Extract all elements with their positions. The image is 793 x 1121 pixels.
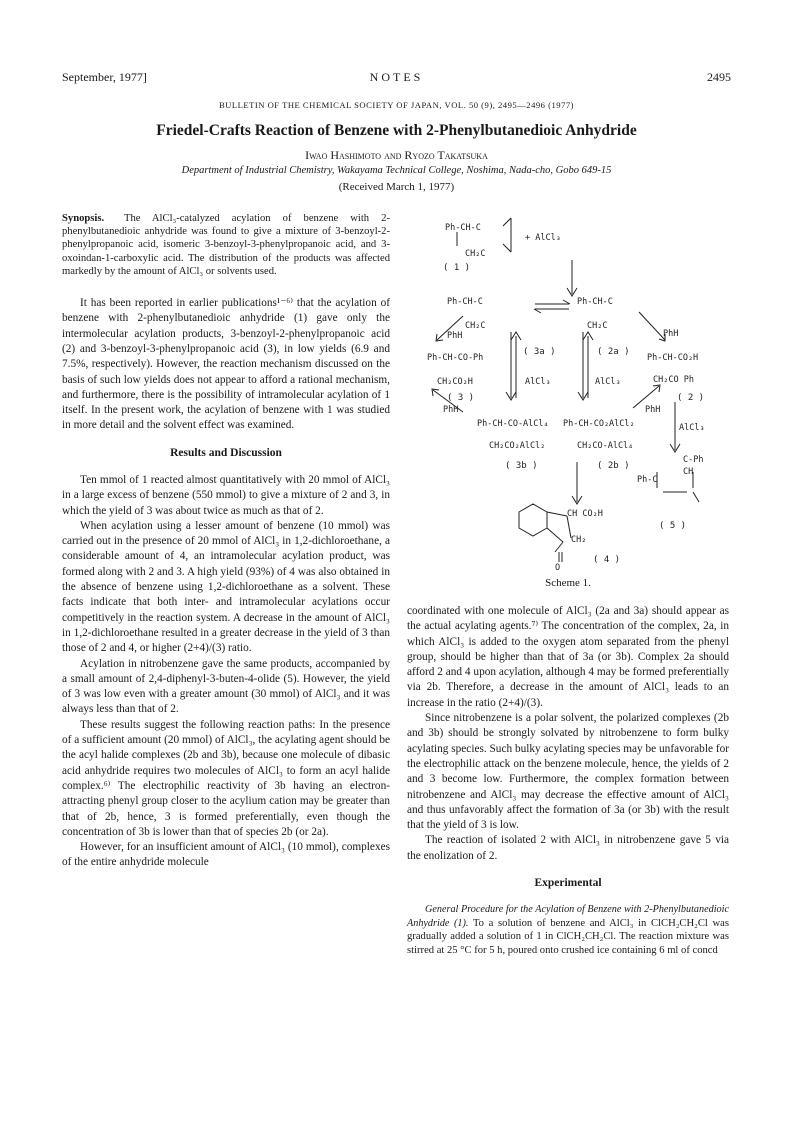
scheme-drawing [407,212,729,572]
section-heading-experimental: Experimental [534,877,602,890]
right-paragraph-1: coordinated with one molecule of AlCl₃ (2a and 3a) should appear as the actual acylating agents.⁷⁾ The concentration of the complex, 2a, in which AlCl₃ is added to the oxygen atom separated from the phenyl group, should be higher than that of 3a (or 3b). Complex 2a should afford 2 and 4 upon acylation, although 4 may be formed preferentially via 2b. Therefore, a decrease in the amount of AlCl₃ leads to an increase in the ratio (2+4)/(3). [407,605,729,709]
compound-label-2a: ( 2a ) [597,347,630,357]
formula-complex-3b-1: Ph-CH-CO-AlCl₄ [477,419,549,429]
right-paragraph-3: The reaction of isolated 2 with AlCl₃ in nitrobenzene gave 5 via the enolization of 2. [407,834,729,862]
article-authors: Iwao Hashimoto and Ryozo Takatsuka [305,148,488,162]
section-heading-results: Results and Discussion [170,446,282,459]
running-head-date: September, 1977] [62,70,147,84]
formula-phh-left-2: PhH [443,405,459,415]
compound-label-5: ( 5 ) [659,521,687,531]
article-affiliation: Department of Industrial Chemistry, Wakayama Technical College, Noshima, Nada-cho, Gobo 649-15 [181,165,612,176]
formula-complex-2b-1: Ph-CH-CO₂AlCl₂ [563,419,635,429]
experimental-procedure-title: General Procedure for the Acylation of Benzene with 2-Phenylbutanedioic Anhydride (1). [407,904,729,929]
compound-label-3a: ( 3a ) [523,347,556,357]
formula-complex-3a-1: Ph-CH-C [447,297,483,307]
results-paragraph-5: However, for an insufficient amount of AlCl₃ (10 mmol), complexes of the entire anhydride molecule [62,841,390,869]
right-column [407,604,729,957]
left-column [62,212,390,871]
journal-citation: BULLETIN OF THE CHEMICAL SOCIETY OF JAPAN, VOL. 50 (9), 2495—2496 (1977) [218,100,575,110]
synopsis-text: The AlCl₃-catalyzed acylation of benzene with 2-phenylbutanedioic anhydride was found to give a mixture of 3-benzoyl-2-phenylpropanoic acid, isomeric 3-benzoyl-3-phenylpropanoic acid, and 3-oxoindan-1-carboxylic acid. The distribution of the products was affected markedly by the amount of AlCl₃ or solvents used. [62,213,390,277]
formula-product-4-1: CH CO₂H [567,509,603,519]
compound-label-1: ( 1 ) [443,263,471,273]
formula-alcl3-a: AlCl₃ [525,377,551,387]
formula-complex-2a-1: Ph-CH-C [577,297,613,307]
experimental-procedure-text: To a solution of benzene and AlCl₃ in ClCH₂CH₂Cl was gradually added a solution of 1 in ClCH₂CH₂Cl. The reaction mixture was stirred at 25 °C for 5 h, poured onto crushed ice containing 6 ml of concd [407,917,729,956]
synopsis-label: Synopsis. [62,213,105,224]
formula-product-3-2: CH₂CO₂H [437,377,473,387]
formula-anhydride-2: CH₂C [465,249,486,259]
results-paragraph-3: Acylation in nitrobenzene gave the same products, accompanied by a small amount of 2,4-diphenyl-3-buten-4-olide (5). However, the yield of 3 was low even with a greater amount (30 mmol) of AlCl₃ and it was always less than that of 2. [62,657,390,716]
formula-product-3-1: Ph-CH-CO-Ph [427,353,484,363]
running-head-section: NOTES [369,70,424,84]
formula-alcl3-b: AlCl₃ [595,377,621,387]
formula-phh-right-2: PhH [645,405,661,415]
running-head [62,70,731,86]
formula-alcl3-plus: + AlCl₃ [525,233,561,243]
formula-alcl3-c: AlCl₃ [679,423,705,433]
compound-label-4: ( 4 ) [593,555,621,565]
compound-label-2b: ( 2b ) [597,461,630,471]
results-paragraph-1: Ten mmol of 1 reacted almost quantitatively with 20 mmol of AlCl₃ in a large excess of benzene (550 mmol) to give a mixture of 2 and 3, in which the yield of 3 was about twice as much as that of 2. [62,473,390,517]
compound-label-2: ( 2 ) [677,393,705,403]
formula-product-4-3: O [555,563,561,572]
formula-complex-3b-2: CH₂CO₂AlCl₂ [489,441,546,451]
intro-paragraph: It has been reported in earlier publications¹⁻⁶⁾ that the acylation of benzene with 2-phenylbutanedioic anhydride (1) gave only the intermolecular acylation products, 3-benzoyl-2-phenylpropanoic acid (2) and 3-benzoyl-3-phenylpropanoic acid (3), in low yields (6.9 and 7.5%, respectively). However, the reaction mechanism discussed on the basis of such low yields does not appear to afford a rational mechanism, and furthermore, there is the possibility of intramolecular acylation of 1 itself. In the present work, the acylation of benzene with 1 was studied in more detail and the solvent effect was examined. [62,297,390,432]
article-title: Friedel-Crafts Reaction of Benzene with 2-Phenylbutanedioic Anhydride [156,122,637,139]
scheme-caption: Scheme 1. [545,577,591,589]
results-paragraph-2: When acylation using a lesser amount of benzene (10 mmol) was carried out in the presence of 20 mmol of AlCl₃ in 1,2-dichloroethane, a considerable amount of 4, an intramolecular acylation product, was formed along with 2 and 3. A high yield (93%) of 4 was also obtained in the absence of benzene using 1,2-dichloroethane as a solvent. These facts indicate that both inter- and intramolecular acylations occur competitively in the reaction system. A decrease in the amount of AlCl₃ in 1,2-dichloroethane resulted in a greater decrease in the yield of 3 than those of 2 and 4, or higher (2+4)/(3) ratio. [62,519,390,655]
formula-complex-3a-2: CH₂C [465,321,486,331]
formula-product-5-3: C-Ph [683,455,704,465]
received-date: (Received March 1, 1977) [338,181,455,193]
reaction-scheme [407,212,729,592]
formula-complex-2a-2: CH₂C [587,321,608,331]
right-paragraph-2: Since nitrobenzene is a polar solvent, the polarized complexes (2b and 3b) should be strongly solvated by nitrobenzene to form bulky acylating species. Such bulky acylating species may be unfavorable for the electrophilic attack on the benzene molecule, hence, the yields of 2 and 3 become low. Furthermore, the complex formation between nitrobenzene and AlCl₃ may decrease the effective amount of AlCl₃ and thus unfavorably affect the formation of 3a (or 3b) with the result that the yield of 3 is low. [407,712,729,832]
formula-complex-2b-2: CH₂CO-AlCl₄ [577,441,634,451]
results-paragraph-4: These results suggest the following reaction paths: In the presence of a sufficient amount (20 mmol) of AlCl₃, the acylating agent should be the acyl halide complexes (2b and 3b), because one molecule of dibasic acid anhydride requires two molecules of AlCl₃ to form an acyl halide complex.⁶⁾ The electrophilic reactivity of 3b having an electron-attracting phenyl group closer to the acylium cation may be greater than that of 2b, hence, 3 is formed preferentially, even though the concentration of 3b is lower than that of species 2b (or 2a). [62,718,390,838]
formula-product-2-1: Ph-CH-CO₂H [647,353,699,363]
formula-product-4-2: CH₂ [571,535,587,545]
formula-product-5-1: Ph-C [637,475,658,485]
compound-label-3b: ( 3b ) [505,461,538,471]
synopsis [62,212,390,278]
experimental-paragraph [407,903,729,957]
formula-phh-left: PhH [447,331,463,341]
compound-label-3: ( 3 ) [447,393,475,403]
page-number: 2495 [707,70,731,84]
formula-phh-right: PhH [663,329,679,339]
formula-anhydride-1: Ph-CH-C [445,223,481,233]
formula-product-5-2: CH [683,467,694,477]
formula-product-2-2: CH₂CO Ph [653,375,694,385]
